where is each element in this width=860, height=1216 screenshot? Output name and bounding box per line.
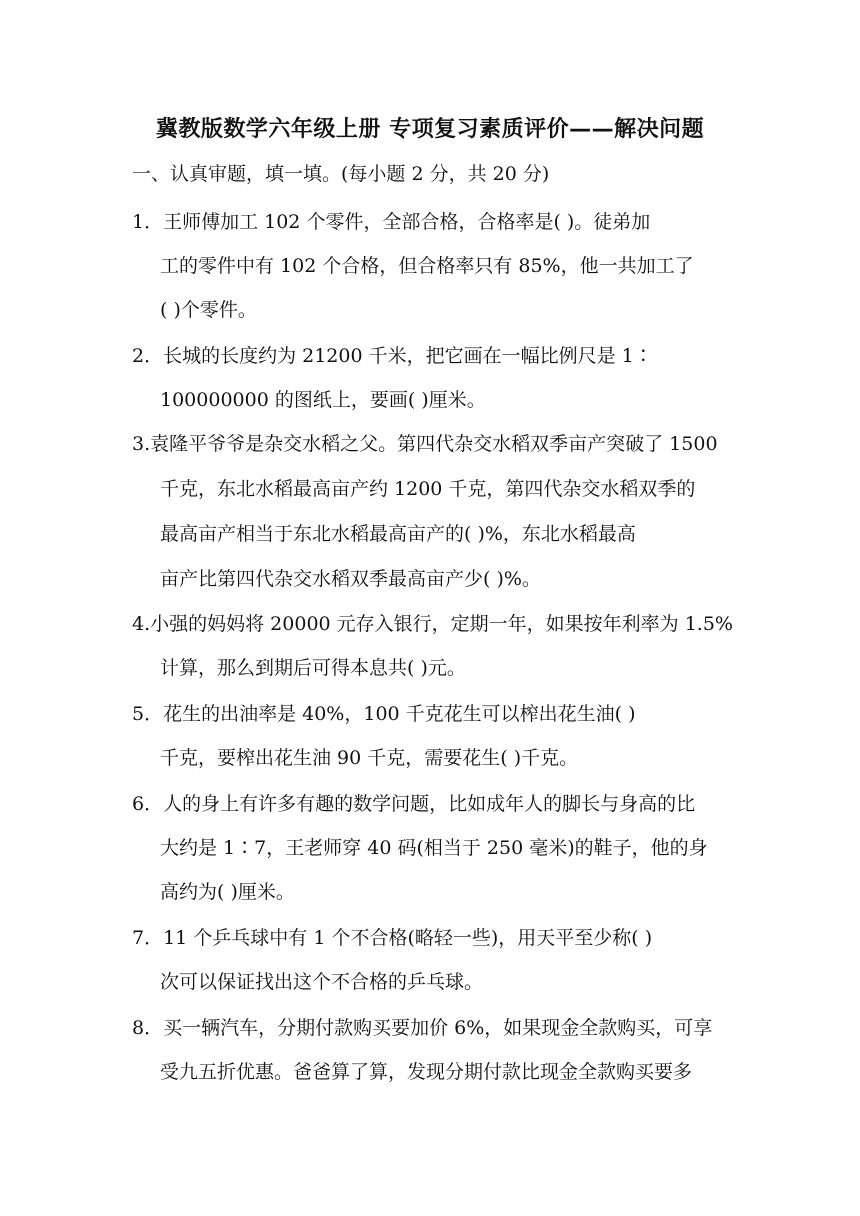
- question-line: [132, 926, 652, 950]
- section-heading: 一、认真审题，填一填。(每小题 2 分，共 20 分): [132, 163, 550, 185]
- page-title: 冀教版数学六年级上册 专项复习素质评价——解决问题: [155, 117, 705, 142]
- question-line: 千克，东北水稻最高亩产约 1200 千克，第四代杂交水稻双季的: [160, 478, 696, 500]
- question-line: [132, 432, 718, 456]
- question-number: 3.: [132, 433, 151, 455]
- question-line: 计算，那么到期后可得本息共( )元。: [160, 657, 466, 679]
- question-text: 小强的妈妈将 20000 元存入银行，定期一年，如果按年利率为 1.5%: [150, 613, 733, 635]
- question-line: 高约为( )厘米。: [160, 881, 295, 903]
- question-line: 亩产比第四代杂交水稻双季最高亩产少( )%。: [160, 568, 541, 590]
- question-line: 次可以保证找出这个不合格的乒乓球。: [160, 971, 484, 993]
- question-line: [132, 1016, 712, 1040]
- question-line: [132, 792, 695, 816]
- question-number: 4.: [132, 613, 151, 635]
- question-text: 买一辆汽车，分期付款购买要加价 6%，如果现金全款购买，可享: [163, 1017, 713, 1039]
- question-line: [132, 344, 653, 368]
- question-number: 6．: [132, 793, 164, 815]
- question-number: 7．: [132, 927, 164, 949]
- question-line: ( )个零件。: [160, 299, 257, 321]
- question-line: 大约是 1∶7，王老师穿 40 码(相当于 250 毫米)的鞋子，他的身: [160, 837, 708, 859]
- question-line: [132, 612, 733, 636]
- question-line: [132, 210, 650, 234]
- question-number: 1．: [132, 211, 164, 233]
- question-line: [132, 702, 636, 726]
- question-text: 花生的出油率是 40%，100 千克花生可以榨出花生油( ): [163, 703, 636, 725]
- question-number: 8．: [132, 1017, 164, 1039]
- question-text: 人的身上有许多有趣的数学问题，比如成年人的脚长与身高的比: [163, 793, 696, 815]
- question-line: 千克，要榨出花生油 90 千克，需要花生( )千克。: [160, 747, 579, 769]
- question-line: 最高亩产相当于东北水稻最高亩产的( )%，东北水稻最高: [160, 523, 636, 545]
- question-line: 工的零件中有 102 个合格，但合格率只有 85%，他一共加工了: [160, 255, 694, 277]
- question-number: 2．: [132, 345, 164, 367]
- question-text: 11 个乒乓球中有 1 个不合格(略轻一些)，用天平至少称( ): [163, 927, 653, 949]
- question-text: 王师傅加工 102 个零件，全部合格，合格率是( )。徒弟加: [163, 211, 651, 233]
- question-number: 5．: [132, 703, 164, 725]
- question-line: 受九五折优惠。爸爸算了算，发现分期付款比现金全款购买要多: [160, 1061, 693, 1083]
- question-line: 100000000 的图纸上，要画( )厘米。: [160, 389, 486, 411]
- question-text: 袁隆平爷爷是杂交水稻之父。第四代杂交水稻双季亩产突破了 1500: [150, 433, 718, 455]
- question-text: 长城的长度约为 21200 千米，把它画在一幅比例尺是 1∶: [163, 345, 653, 367]
